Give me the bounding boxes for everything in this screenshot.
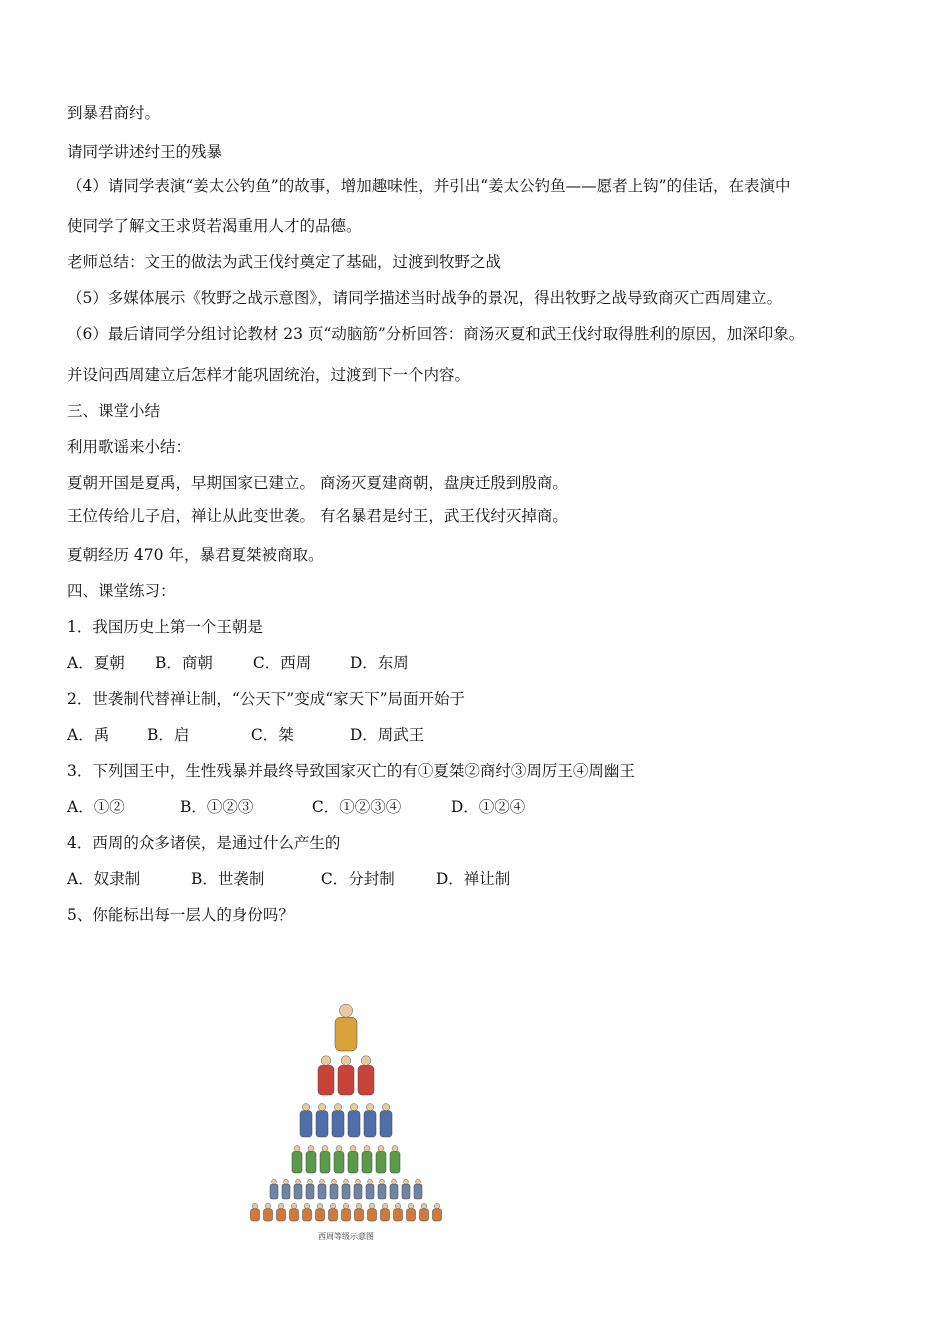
q2-option-d: D．周武王 bbox=[349, 726, 425, 744]
tier-6-figure bbox=[264, 1203, 273, 1221]
tier-3-figure bbox=[316, 1104, 328, 1137]
section-exercise-heading: 四、课堂练习： bbox=[67, 582, 176, 600]
tier-4-figure bbox=[362, 1146, 372, 1174]
q3-options bbox=[67, 797, 525, 817]
q1-options bbox=[67, 653, 409, 673]
tier-5-figure bbox=[294, 1179, 302, 1199]
tier-6-figure bbox=[342, 1203, 351, 1221]
question-3: 3．下列国王中，生性残暴并最终导致国家灭亡的有①夏桀②商纣③周厉王④周幽王 bbox=[67, 762, 635, 780]
tier-4-figure bbox=[376, 1146, 386, 1174]
tier-6-figure bbox=[433, 1203, 442, 1221]
tier-5-figure bbox=[366, 1179, 374, 1199]
tier-king-figure bbox=[335, 1004, 357, 1051]
line-8: 并设问西周建立后怎样才能巩固统治，过渡到下一个内容。 bbox=[67, 366, 471, 384]
tier-5-figure bbox=[330, 1179, 338, 1199]
tier-4-figure bbox=[390, 1146, 400, 1174]
q3-option-a: A．①② bbox=[67, 798, 125, 816]
tier-5-figure bbox=[378, 1179, 386, 1199]
q3-option-d: D．①②④ bbox=[450, 798, 526, 816]
tier-6-figure bbox=[316, 1203, 325, 1221]
section-summary-heading: 三、课堂小结 bbox=[67, 402, 161, 420]
q4-option-d: D．禅让制 bbox=[435, 870, 511, 888]
figure-caption: 西周等级示意图 bbox=[318, 1232, 374, 1241]
q1-option-b: B．商朝 bbox=[154, 654, 213, 672]
q3-option-c: C．①②③④ bbox=[311, 798, 402, 816]
tier-6-figure bbox=[329, 1203, 338, 1221]
tier-4-figure bbox=[348, 1146, 358, 1174]
tier-5-figure bbox=[282, 1179, 290, 1199]
tier-5-figure bbox=[390, 1179, 398, 1199]
tier-2-figure bbox=[318, 1056, 334, 1095]
tier-6-figure bbox=[420, 1203, 429, 1221]
tier-2-figure bbox=[358, 1056, 374, 1095]
tier-5-figure bbox=[354, 1179, 362, 1199]
line-1: 到暴君商纣。 bbox=[67, 104, 161, 122]
line-3: （4）请同学表演“姜太公钓鱼”的故事，增加趣味性，并引出“姜太公钓鱼——愿者上钩”的佳话，在表演中 bbox=[67, 177, 791, 195]
song-line-1: 夏朝开国是夏禹，早期国家已建立。 商汤灭夏建商朝，盘庚迁殷到殷商。 bbox=[67, 474, 568, 492]
q1-option-a: A．夏朝 bbox=[67, 654, 125, 672]
tier-6-figure bbox=[251, 1203, 260, 1221]
q4-options bbox=[67, 869, 510, 889]
tier-3-figure bbox=[300, 1104, 312, 1137]
tier-3-figure bbox=[364, 1104, 376, 1137]
tier-4-figure bbox=[292, 1146, 302, 1174]
tier-3-figure bbox=[348, 1104, 360, 1137]
line-5: 老师总结：文王的做法为武王伐纣奠定了基础，过渡到牧野之战 bbox=[67, 253, 502, 271]
q2-option-b: B．启 bbox=[146, 726, 190, 744]
tier-6-figure bbox=[381, 1203, 390, 1221]
tier-4-figure bbox=[320, 1146, 330, 1174]
tier-2-figure bbox=[338, 1056, 354, 1095]
q2-options bbox=[67, 725, 424, 745]
q3-option-b: B．①②③ bbox=[179, 798, 254, 816]
question-2: 2．世袭制代替禅让制，“公天下”变成“家天下”局面开始于 bbox=[67, 690, 466, 708]
tier-5-figure bbox=[318, 1179, 326, 1199]
question-1: 1．我国历史上第一个王朝是 bbox=[67, 618, 263, 636]
tier-6-figure bbox=[368, 1203, 377, 1221]
tier-6-figure bbox=[355, 1203, 364, 1221]
tier-5-figure bbox=[402, 1179, 410, 1199]
tier-4-figure bbox=[306, 1146, 316, 1174]
tier-5-figure bbox=[270, 1179, 278, 1199]
tier-6-figure bbox=[394, 1203, 403, 1221]
hierarchy-pyramid-illustration bbox=[236, 995, 456, 1227]
q2-option-a: A．禹 bbox=[67, 726, 110, 744]
tier-6-figure bbox=[303, 1203, 312, 1221]
tier-5-figure bbox=[306, 1179, 314, 1199]
western-zhou-hierarchy-figure bbox=[236, 995, 456, 1245]
tier-3-figure bbox=[332, 1104, 344, 1137]
tier-6-figure bbox=[290, 1203, 299, 1221]
tier-3-figure bbox=[380, 1104, 392, 1137]
tier-6-figure bbox=[277, 1203, 286, 1221]
song-line-3: 夏朝经历 470 年，暴君夏桀被商取。 bbox=[67, 546, 324, 564]
q1-option-d: D．东周 bbox=[349, 654, 409, 672]
song-line-2: 王位传给儿子启，禅让从此变世袭。 有名暴君是纣王，武王伐纣灭掉商。 bbox=[67, 507, 568, 525]
tier-5-figure bbox=[342, 1179, 350, 1199]
tier-5-figure bbox=[414, 1179, 422, 1199]
q1-option-c: C．西周 bbox=[252, 654, 312, 672]
line-4: 使同学了解文王求贤若渴重用人才的品德。 bbox=[67, 217, 362, 235]
q4-option-b: B．世袭制 bbox=[190, 870, 265, 888]
line-10: 利用歌谣来小结： bbox=[67, 438, 192, 456]
question-5: 5、你能标出每一层人的身份吗？ bbox=[67, 906, 294, 924]
tier-4-figure bbox=[334, 1146, 344, 1174]
tier-6-figure bbox=[407, 1203, 416, 1221]
q4-option-c: C．分封制 bbox=[320, 870, 395, 888]
line-2: 请同学讲述纣王的残暴 bbox=[67, 143, 223, 161]
q2-option-c: C．桀 bbox=[250, 726, 294, 744]
q4-option-a: A．奴隶制 bbox=[67, 870, 141, 888]
question-4: 4．西周的众多诸侯，是通过什么产生的 bbox=[67, 834, 341, 852]
line-7: （6）最后请同学分组讨论教材 23 页“动脑筋”分析回答：商汤灭夏和武王伐纣取得胜利的原因，加深印象。 bbox=[67, 325, 805, 343]
line-6: （5）多媒体展示《牧野之战示意图》，请同学描述当时战争的景况，得出牧野之战导致商灭亡西周建立。 bbox=[67, 289, 783, 307]
